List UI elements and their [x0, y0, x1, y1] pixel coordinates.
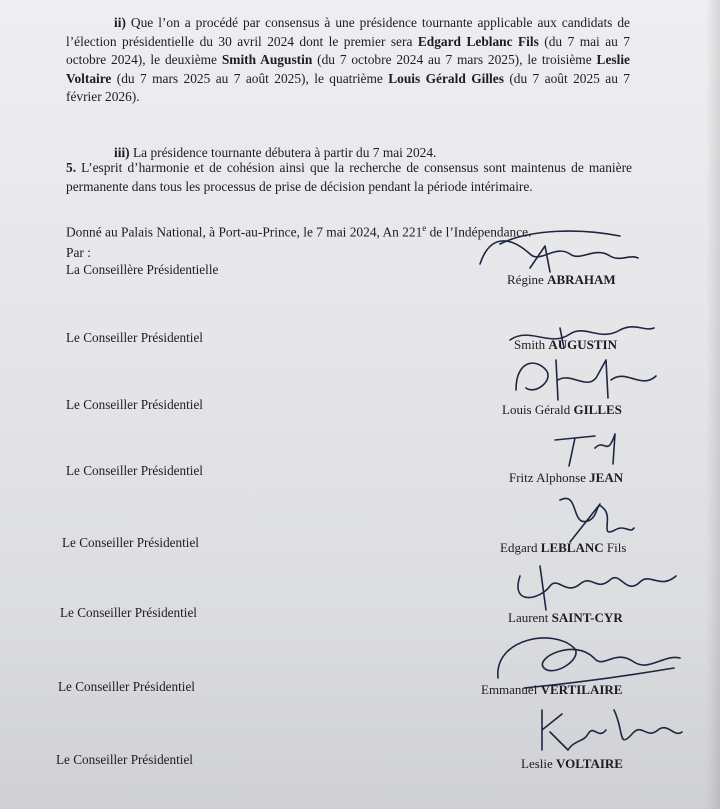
paragraph-ii-name-2: Smith Augustin	[221, 52, 313, 67]
signatory-name: Régine ABRAHAM	[507, 272, 616, 287]
paragraph-5-text: L’esprit d’harmonie et de cohésion ainsi que la recherche de consensus sont maintenus de manière permanente dans tous les processus de prise de décision pendant la période intérimaire.	[66, 160, 632, 194]
paragraph-5	[66, 159, 632, 196]
par-label: Par :	[66, 245, 91, 260]
signatory-name: Smith AUGUSTIN	[514, 337, 617, 352]
page-shadow	[706, 0, 720, 809]
given-at-superscript: e	[422, 223, 427, 233]
paragraph-ii-text-2: (du 7 mai au 7 octobre 2024), le deuxième	[66, 33, 630, 67]
paragraph-ii-text-5: (du 7 août 2025 au 7 février 2026).	[66, 70, 630, 104]
signatory-name: Fritz Alphonse JEAN	[509, 470, 624, 485]
signatory-name: Edgard LEBLANC Fils	[500, 540, 627, 555]
signatory-role: La Conseillère Présidentielle	[66, 262, 219, 277]
signature-image	[496, 350, 666, 410]
paragraph-ii	[66, 14, 630, 107]
signatory-name: Emmanuel VERTILAIRE	[481, 682, 623, 697]
signatory-name: Louis Gérald GILLES	[502, 402, 622, 417]
paragraph-ii-text-1: Que l’on a procédé par consensus à une présidence tournante applicable aux candidats de l’élection présidentielle du 30 avril 2024 dont le premier sera	[66, 15, 630, 49]
signatory-name: Leslie VOLTAIRE	[521, 756, 623, 771]
paragraph-iii-marker: iii)	[114, 145, 130, 160]
given-at-text: Donné au Palais National, à Port-au-Prince, le 7 mai 2024, An 221	[66, 224, 423, 240]
signatory-role: Le Conseiller Présidentiel	[62, 535, 199, 550]
signatory-role: Le Conseiller Présidentiel	[56, 752, 193, 767]
paragraph-ii-text-3: (du 7 octobre 2024 au 7 mars 2025), le troisième	[312, 52, 597, 67]
signatory-name: Laurent SAINT-CYR	[508, 610, 623, 625]
signatory-role: Le Conseiller Présidentiel	[58, 679, 195, 694]
paragraph-ii-name-1: Edgard Leblanc Fils	[417, 33, 539, 49]
paragraph-ii-name-4: Louis Gérald Gilles	[388, 70, 504, 86]
paragraph-ii-name-3: Leslie Voltaire	[66, 52, 630, 86]
given-at-text-end: de l’Indépendance.	[426, 224, 532, 240]
signatory-role: Le Conseiller Présidentiel	[66, 397, 203, 412]
signatory-role: Le Conseiller Présidentiel	[66, 330, 203, 345]
paragraph-iii-text: La présidence tournante débutera à partir du 7 mai 2024.	[129, 145, 437, 160]
paragraph-ii-marker: ii)	[114, 15, 126, 30]
signature-image	[545, 428, 635, 468]
paragraph-ii-body	[66, 14, 630, 107]
signature-image	[500, 556, 690, 616]
signature-image	[528, 700, 688, 756]
signatory-role: Le Conseiller Présidentiel	[66, 463, 203, 478]
paragraph-ii-text-4: (du 7 mars 2025 au 7 août 2025), le quatrième	[111, 70, 389, 86]
signatory-role: Le Conseiller Présidentiel	[60, 605, 197, 620]
paragraph-5-number: 5.	[66, 160, 77, 175]
